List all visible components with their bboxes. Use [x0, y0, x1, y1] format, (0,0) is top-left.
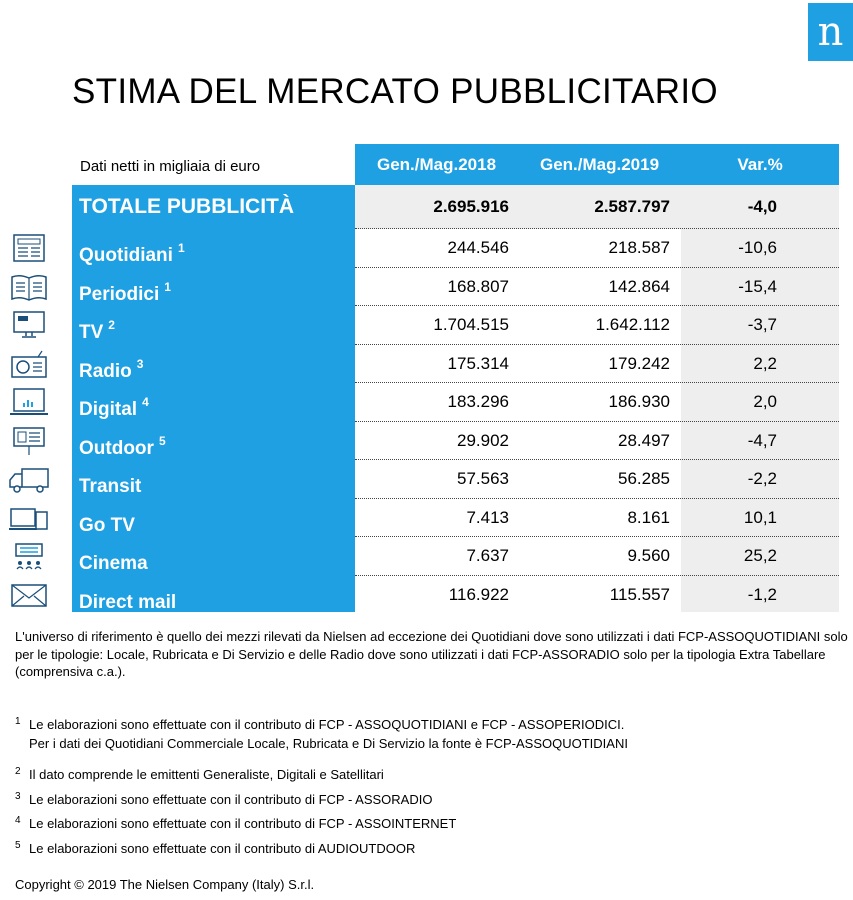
value-2019: 115.557 — [609, 584, 670, 604]
value-2018: 1.704.515 — [433, 315, 509, 334]
variation: -1,2 — [747, 584, 777, 604]
row-label: Direct mail — [79, 591, 177, 613]
footnote-ref: 4 — [142, 395, 149, 409]
row-label: Quotidiani $^1$ — [79, 241, 185, 266]
unit-note: Dati netti in migliaia di euro — [80, 158, 261, 175]
table-row — [72, 345, 839, 384]
value-2019: 8.161 — [627, 507, 670, 527]
cinema-icon — [8, 541, 50, 571]
value-2019: 28.497 — [618, 430, 670, 450]
variation: -4,7 — [747, 430, 777, 450]
total-label: TOTALE PUBBLICITÀ — [79, 195, 295, 218]
nielsen-logo: n — [808, 3, 853, 61]
value-2018: 57.563 — [457, 469, 509, 488]
table-row — [72, 268, 839, 307]
column-header-2019: Gen./Mag.2019 — [539, 155, 660, 174]
newspaper-icon — [8, 233, 50, 263]
footnote-ref: 3 — [136, 356, 144, 371]
table-row — [72, 229, 839, 268]
total-variation: -4,0 — [747, 197, 777, 216]
variation: -15,4 — [738, 276, 777, 296]
column-header-2018: Gen./Mag.2018 — [376, 155, 497, 174]
variation: 2,2 — [753, 353, 777, 373]
footnote-ref: 5 — [158, 433, 166, 448]
variation: -2,2 — [747, 469, 777, 488]
footnote-5: 5 Le elaborazioni sono effettuate con il contributo di AUDIOUTDOOR — [15, 840, 416, 856]
page-title: STIMA DEL MERCATO PUBBLICITARIO — [72, 72, 718, 111]
envelope-icon — [8, 580, 50, 610]
value-2019: 56.285 — [618, 469, 670, 488]
table-row — [72, 383, 839, 422]
value-2019: 9.560 — [627, 546, 670, 565]
row-label: Radio $^3$ — [79, 356, 144, 382]
table-row — [72, 537, 839, 576]
value-2018: 168.807 — [447, 276, 509, 296]
row-label: Periodici $^1$ — [79, 279, 171, 305]
variation: 25,2 — [743, 546, 777, 565]
value-2018: 183.296 — [447, 392, 509, 411]
value-2019: 179.242 — [608, 353, 670, 373]
radio-icon — [8, 349, 50, 379]
value-2019: 186.930 — [608, 392, 670, 411]
footnote-ref: 1 — [164, 279, 171, 294]
table-row — [72, 422, 839, 461]
row-label: Cinema — [79, 553, 148, 574]
row-label: Outdoor $^5$ — [79, 433, 166, 459]
table-row — [72, 306, 839, 345]
row-label: Transit — [79, 476, 142, 497]
row-label: TV $^2$ — [79, 318, 115, 343]
value-2018: 7.637 — [466, 546, 509, 565]
billboard-icon — [8, 426, 50, 456]
column-header-var: Var.% — [737, 155, 783, 174]
table-row — [72, 576, 839, 615]
table-row-total — [72, 185, 839, 229]
truck-icon — [8, 464, 50, 494]
footnote-ref: 2 — [108, 318, 115, 332]
row-label: Digital $^4$ — [79, 395, 149, 420]
row-label: Go TV — [79, 514, 135, 536]
footnote-1: 1 Le elaborazioni sono effettuate con il contributo di FCP - ASSOQUOTIDIANI e FCP - ASSOPERIODICI. — [15, 716, 625, 732]
value-2018: 29.902 — [457, 430, 509, 450]
value-2018: 7.413 — [466, 507, 509, 527]
laptop-icon — [8, 387, 50, 417]
value-2018: 244.546 — [447, 238, 509, 257]
table-row — [72, 499, 839, 538]
footnote-ref: 1 — [177, 241, 185, 255]
variation: 10,1 — [743, 507, 777, 527]
variation: 2,0 — [753, 392, 777, 411]
value-2019: 142.864 — [608, 276, 670, 296]
methodology-note: L'universo di riferimento è quello dei mezzi rilevati da Nielsen ad eccezione dei Quotidiani dove sono utilizzati i dati FCP-ASSOQUOTIDIANI solo per le tipologie: Locale, Rubricata e Di Servizio e delle Radio dove sono utilizzati i dati FCP-ASSORADIO solo per la tipologia Extra Tabellare (comprensiva c.a.). — [15, 629, 848, 679]
footnote-2: 2 Il dato comprende le emittenti Generaliste, Digitali e Satellitari — [15, 766, 384, 782]
footnote-3: 3 Le elaborazioni sono effettuate con il contributo di FCP - ASSORADIO — [15, 791, 433, 807]
value-2019: 1.642.112 — [595, 315, 670, 334]
variation: -3,7 — [747, 315, 777, 334]
value-2019: 218.587 — [608, 238, 670, 257]
footnote-1-continued: Per i dati dei Quotidiani Commerciale Locale, Rubricata e Di Servizio la fonte è FCP-ASSOQUOTIDIANI — [29, 736, 628, 751]
value-2018: 116.922 — [448, 584, 509, 604]
table-row — [72, 460, 839, 499]
total-value-2019: 2.587.797 — [594, 197, 670, 216]
devices-icon — [8, 503, 50, 533]
footnote-4: 4 Le elaborazioni sono effettuate con il contributo di FCP - ASSOINTERNET — [15, 815, 457, 831]
magazine-icon — [8, 272, 50, 302]
total-value-2018: 2.695.916 — [433, 197, 509, 216]
copyright: Copyright © 2019 The Nielsen Company (Italy) S.r.l. — [15, 877, 315, 892]
variation: -10,6 — [738, 238, 777, 257]
tv-icon — [8, 310, 50, 340]
value-2018: 175.314 — [447, 353, 509, 373]
